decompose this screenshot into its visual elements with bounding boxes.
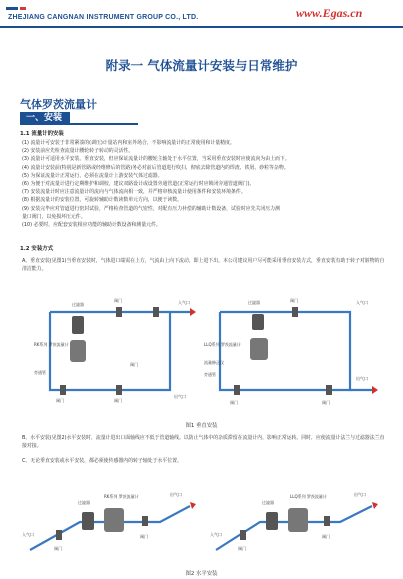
fig1-valve7: 阀门 bbox=[322, 400, 330, 405]
page-title: 附录一 气体流量计安装与日常维护 bbox=[105, 58, 298, 73]
fig1-filter2: 过滤器 bbox=[248, 300, 260, 305]
list-item: (8) 根据流量计的安装位置，可旋转辅助计数读数单元方向，以便于读数。 bbox=[22, 197, 183, 204]
fig1-corrector: 流量修正仪 bbox=[204, 360, 224, 365]
fig1-valve5: 阀门 bbox=[290, 298, 298, 303]
valve-icon bbox=[116, 385, 122, 395]
fig2-valve2: 阀门 bbox=[140, 534, 148, 539]
fig1-valve3: 阀门 bbox=[114, 398, 122, 403]
list-item: (2) 安装前应先检查流量计腰轮转子转动的灵活性。 bbox=[22, 148, 134, 155]
fig2-inflow1: 入气口 bbox=[22, 532, 34, 537]
meter-icon bbox=[250, 338, 268, 360]
filter-icon bbox=[72, 316, 84, 334]
section-subtitle-bar bbox=[20, 112, 138, 125]
valve-icon bbox=[153, 307, 159, 317]
fig2-outflow1: 出气口 bbox=[170, 492, 182, 497]
company-name: ZHEJIANG CANGNAN INSTRUMENT GROUP CO., LTD. bbox=[8, 14, 199, 21]
fig1-valve4: 阀门 bbox=[130, 362, 138, 367]
paragraph-horizontal: B、水平安装(见图2)水平安装时，流量计进出口面轴线应不低于管道轴线。以防止气体中的杂质滞留在流量计内，影响正常运转。同时，应使流量计法兰与过滤器法兰直接对接。 bbox=[22, 435, 385, 450]
section-underline bbox=[70, 123, 138, 125]
logo-mark-blue bbox=[6, 7, 18, 10]
valve-icon bbox=[324, 516, 330, 526]
arrow-icon bbox=[190, 308, 196, 316]
valve-icon bbox=[240, 530, 246, 540]
arrow-icon bbox=[372, 502, 378, 509]
valve-icon bbox=[292, 307, 298, 317]
fig1-valve2: 阀门 bbox=[56, 398, 64, 403]
subsection-heading-1-1: 1.1 流量计的安装 bbox=[20, 131, 64, 137]
fig2-filter1: 过滤器 bbox=[78, 500, 90, 505]
section-title: 气体罗茨流量计 bbox=[20, 98, 97, 111]
fig2-outflow2: 出气口 bbox=[354, 492, 366, 497]
fig1-inflow2: 入气口 bbox=[356, 300, 368, 305]
fig1-meter1: RK系列 罗茨流量计 bbox=[34, 342, 69, 347]
list-item: (7) 安装流量计时应注意流量计的流向与气体流向相一致，并严格审核流量计使用条件和安装环境条件。 bbox=[22, 189, 246, 196]
valve-icon bbox=[142, 516, 148, 526]
figure-horizontal-install bbox=[20, 476, 386, 568]
list-item: (6) 为便于对流量计进行定期维护和调校，建议双路设计或设置旁通管道(正常运行时应锁闭旁通管道阀门)。 bbox=[22, 181, 255, 188]
fig1-outflow1: 出气口 bbox=[174, 394, 186, 399]
filter-icon bbox=[266, 512, 278, 530]
meter-icon bbox=[288, 508, 308, 532]
valve-icon bbox=[60, 385, 66, 395]
fig1-outflow2: 出气口 bbox=[356, 376, 368, 381]
list-item: (5) 为保证流量计正常运行，必须在流量计上游安装气体过滤器。 bbox=[22, 172, 163, 179]
figure-1-caption: 图1 垂直安装 bbox=[185, 423, 218, 429]
fig2-valve1: 阀门 bbox=[54, 546, 62, 551]
fig1-filter1: 过滤器 bbox=[72, 302, 84, 307]
figure-2-caption: 图2 水平安装 bbox=[185, 571, 218, 577]
paragraph-rotor-axis: C、无论垂直安装或水平安装，都必须使传感器内的转子轴处于水平位置。 bbox=[22, 458, 182, 464]
fig1-bypass2: 旁通管 bbox=[204, 372, 216, 377]
filter-icon bbox=[252, 314, 264, 330]
valve-icon bbox=[234, 385, 240, 395]
fig1-valve1: 阀门 bbox=[114, 298, 122, 303]
meter-icon bbox=[104, 508, 124, 532]
logo-mark-red bbox=[20, 7, 26, 10]
fig2-meter2: LLQ系列 罗茨流量计 bbox=[290, 494, 327, 499]
list-item: (1) 流量计可安装于非常紧凑的(调压)计量站内和室外场合，不影响流量计的正常使用和计量精度。 bbox=[22, 140, 235, 146]
list-item: (4) 流量计安装前(特别是新管路或经维修后的管路)务必对前后管道进行吹扫，彻底去除管道内的焊渣、铁屑、砂粒等杂物。 bbox=[22, 164, 289, 171]
fig2-valve3: 阀门 bbox=[238, 546, 246, 551]
list-item: (9) 安装完毕应对管道进行密封试验，严格检查管道的气密性，对配有压力补偿的辅助计数设备，试验时应先关闭压力测 bbox=[22, 205, 280, 212]
list-item: (3) 流量计可适用水平安装、垂直安装，但应保证流量计的腰轮主轴处于水平位置，当采用垂直安装时应使流向为由上而下。 bbox=[22, 156, 290, 163]
fig1-meter2: LLQ系列 罗茨流量计 bbox=[204, 342, 241, 347]
fig2-meter1: RK系列 罗茨流量计 bbox=[104, 494, 139, 499]
header-divider bbox=[0, 26, 403, 28]
filter-icon bbox=[82, 512, 94, 530]
arrow-icon bbox=[372, 386, 378, 394]
fig1-bypass1: 旁通管 bbox=[34, 370, 46, 375]
section-subtitle: 一、安装 bbox=[20, 112, 70, 125]
valve-icon bbox=[116, 307, 122, 317]
paragraph-vertical: A、垂直安装(见图1)当垂直安装时，气体进口端需在上方，气流由上向下流动，即上进下出。本公司建议用户尽可能采用垂直安装方式，垂直安装有助于转子对脏物的自清洁能力。 bbox=[22, 258, 385, 273]
fig2-valve4: 阀门 bbox=[322, 534, 330, 539]
fig1-inflow1: 入气口 bbox=[178, 300, 190, 305]
website-url: www.Egas.cn bbox=[296, 6, 363, 20]
fig1-valve6: 阀门 bbox=[230, 400, 238, 405]
list-item: 量口阀门，以免损坏压元件。 bbox=[22, 213, 86, 220]
valve-icon bbox=[326, 385, 332, 395]
figure-vertical-install bbox=[20, 280, 386, 412]
subsection-heading-1-2: 1.2 安装方式 bbox=[20, 246, 53, 252]
fig2-inflow2: 入气口 bbox=[210, 532, 222, 537]
meter-icon bbox=[70, 340, 86, 362]
valve-icon bbox=[56, 530, 62, 540]
list-item: (10) 必要时，应配套安装相应功能的辅助计数设备和测量元件。 bbox=[22, 222, 161, 229]
arrow-icon bbox=[190, 502, 196, 509]
fig2-filter2: 过滤器 bbox=[262, 500, 274, 505]
install-list bbox=[22, 139, 392, 229]
